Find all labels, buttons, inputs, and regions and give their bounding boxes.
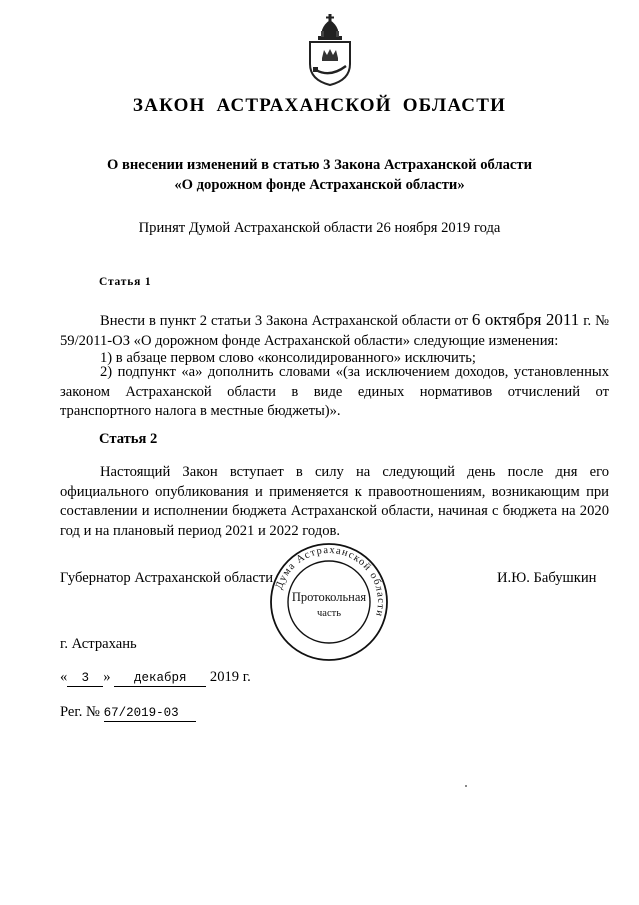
article-1-text-after: г. № 59/2011-ОЗ «О дорожном фонде Астраханской области» следующие изменения: [60,313,609,349]
governor-title: Губернатор Астраханской области [60,570,274,586]
stamp-center-line-2: часть [317,608,341,619]
official-stamp [268,541,390,663]
date-month: декабря [114,671,206,687]
law-subtitle-line-2: «О дорожном фонде Астраханской области» [174,177,465,193]
registration-label: Рег. № [60,704,100,720]
law-subtitle-line-1: О внесении изменений в статью 3 Закона Астраханской области [106,157,532,173]
article-1-paragraph [60,310,609,351]
scan-speck [465,785,467,787]
date-day: 3 [67,671,103,687]
adoption-statement: Принят Думой Астраханской области 26 ноября 2019 года [138,220,501,236]
article-1-item-2: 2) подпункт «а» дополнить словами «(за исключением доходов, установленных законом Астраханской области в виде единых нормативов отчислений от транспортного налога в местные бюджеты)». [60,364,609,420]
registration-number-line [60,704,196,722]
governor-name: И.Ю. Бабушкин [497,570,597,586]
article-1-text-before: Внести в пункт 2 статьи 3 Закона Астраханской области от [100,313,472,329]
law-title: ЗАКОН АСТРАХАНСКОЙ ОБЛАСТИ [132,95,507,116]
signing-date [60,669,251,687]
date-year: 2019 г. [209,669,251,685]
quote-open: « [60,669,68,685]
stamp-center-line-1: Протокольная [291,590,367,604]
registration-number: 67/2019-03 [104,706,196,722]
article-2-paragraph: Настоящий Закон вступает в силу на следующий день после дня его официального опубликования и применяется к правоотношениям, возникающим при составлении и исполнении бюджета Астраханской области, начиная с бюджета на 2020 год и на плановый период 2021 и 2022 годов. [60,464,609,539]
city: г. Астрахань [60,636,137,652]
article-1-heading: Статья 1 [99,276,152,288]
coat-of-arms-emblem [304,14,356,86]
article-2-heading: Статья 2 [99,431,158,447]
handwritten-date: 6 октября 2011 [471,310,580,329]
article-1-item-1: 1) в абзаце первом слово «консолидированного» исключить; [100,350,476,366]
quote-close: » [103,669,111,685]
stamp-ring-text: Дума Астраханской области [273,544,387,619]
